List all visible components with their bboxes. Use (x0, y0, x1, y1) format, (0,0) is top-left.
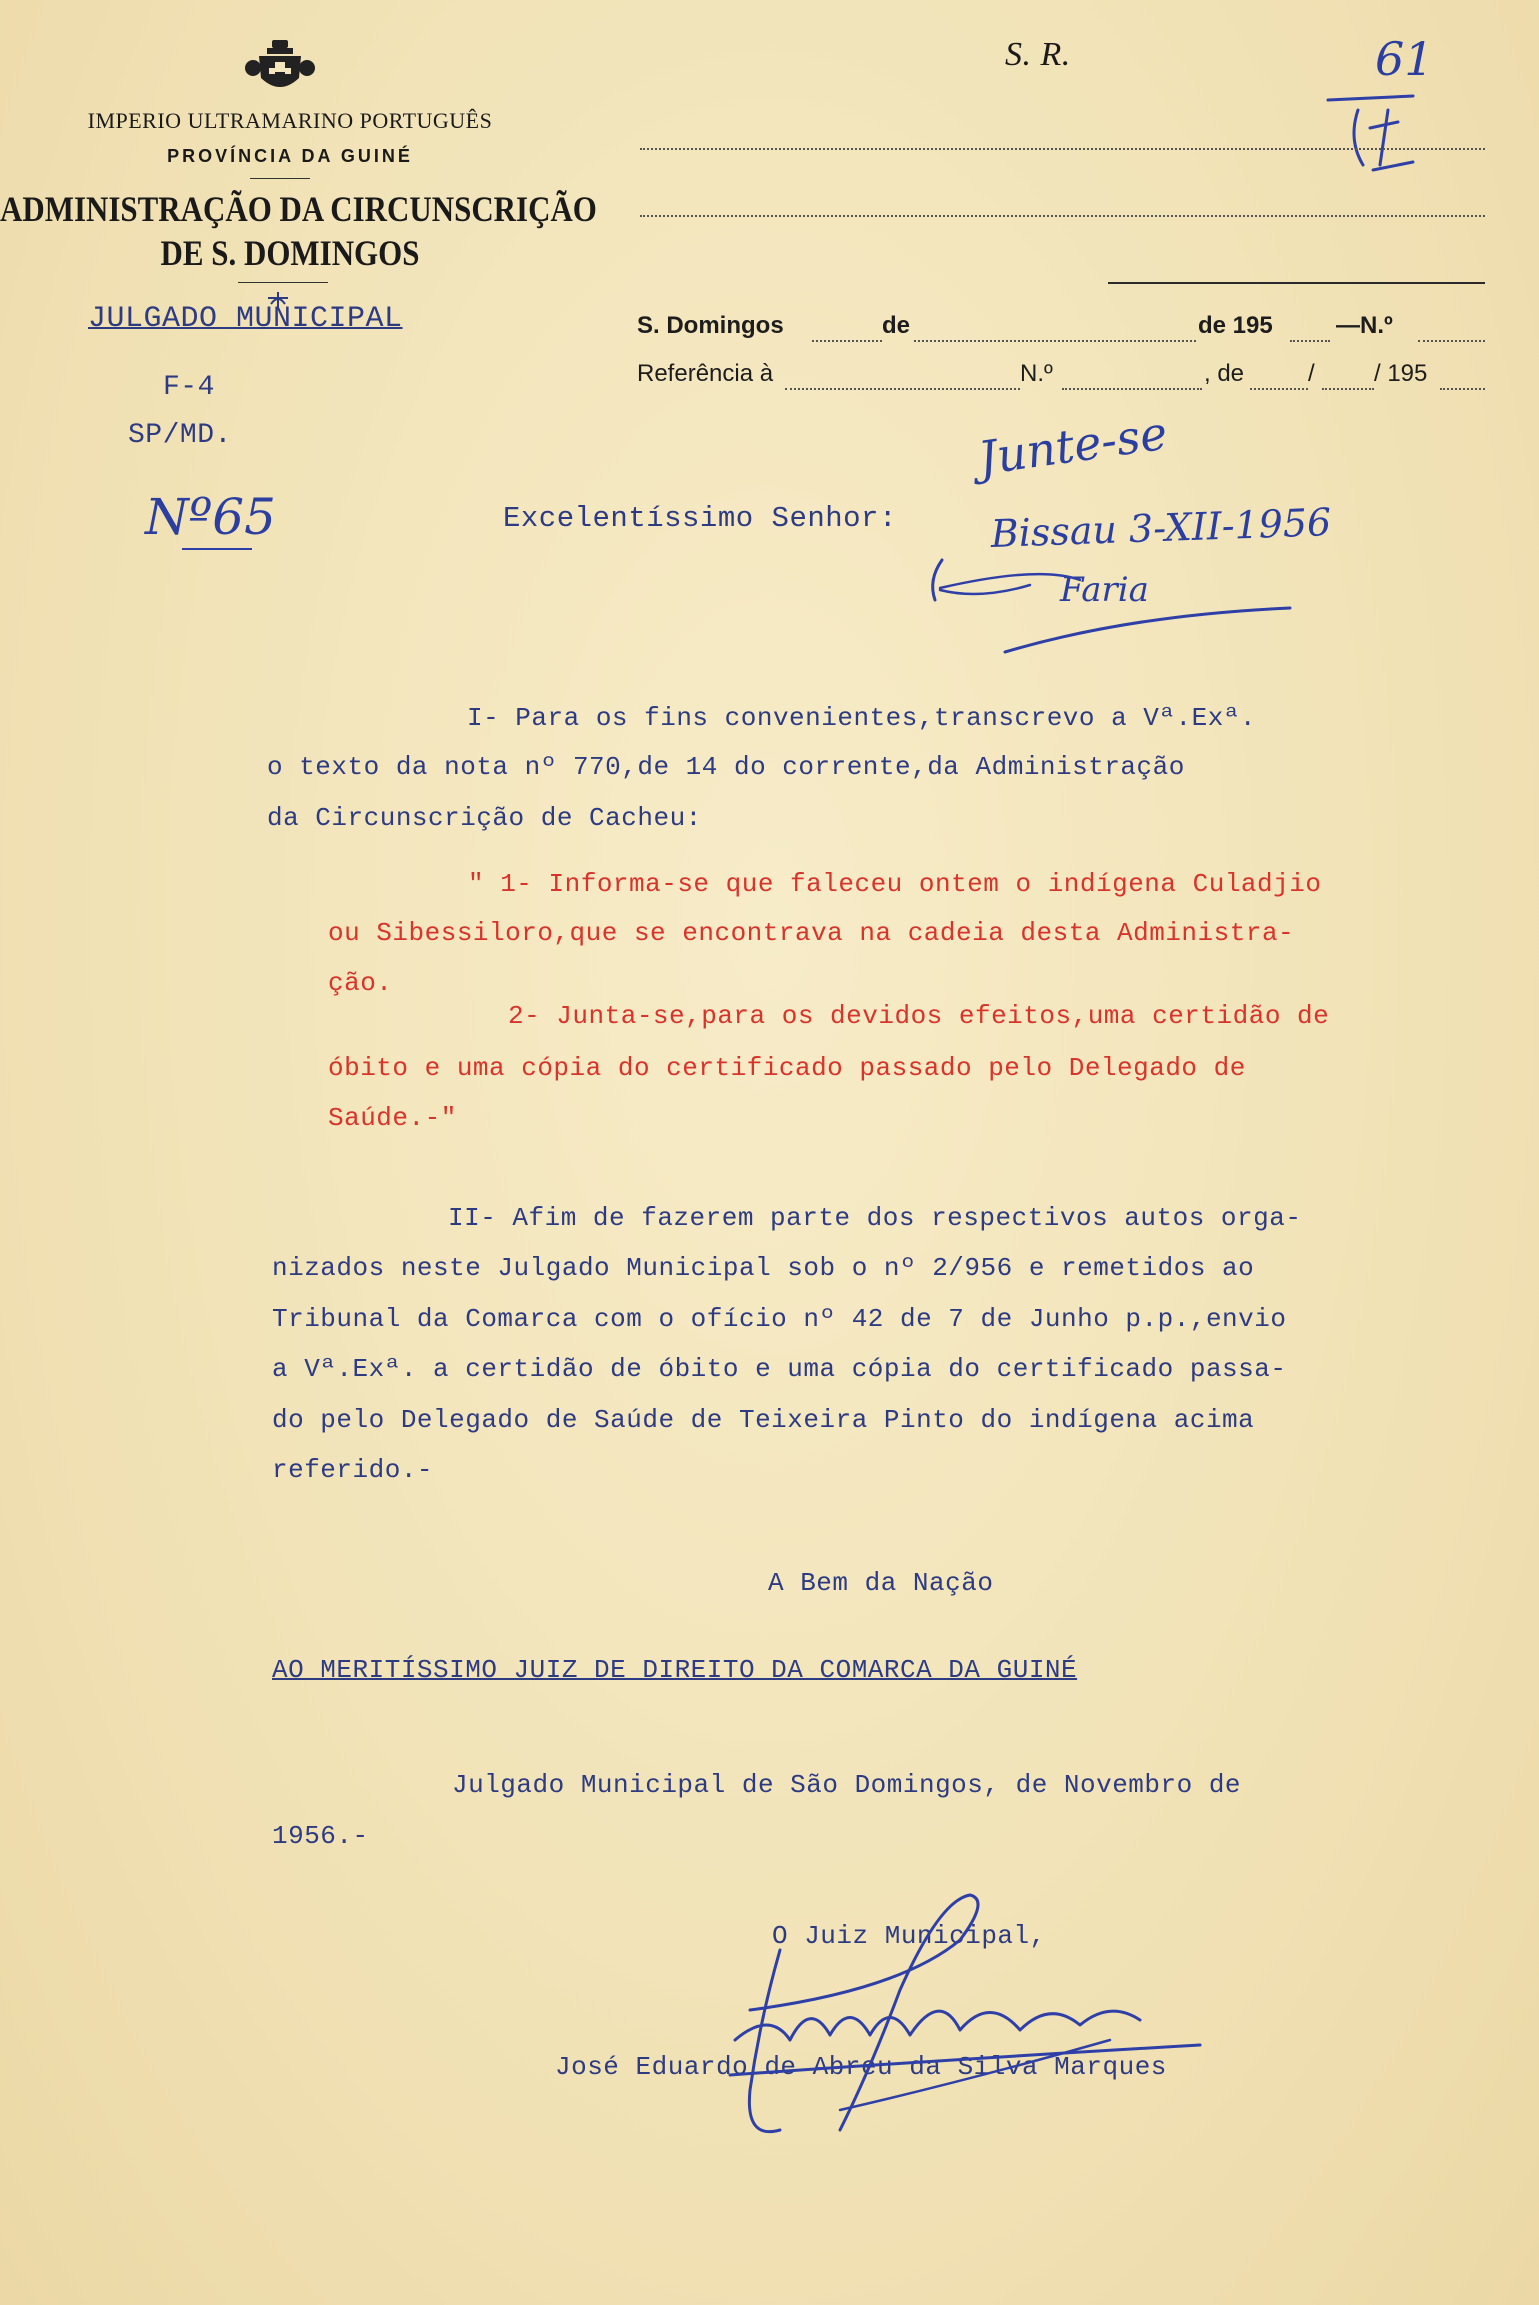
form-ref-number-label: N.º (1020, 360, 1053, 387)
date-line-2: 1956.- (272, 1821, 369, 1851)
motto: A Bem da Nação (768, 1568, 994, 1598)
paragraph-2-line-4: a Vª.Exª. a certidão de óbito e uma cópia do certificado passa- (272, 1354, 1287, 1384)
paragraph-2-line-3: Tribunal da Comarca com o ofício nº 42 de 7 de Junho p.p.,envio (272, 1304, 1287, 1334)
form-number-label: —N.º (1336, 312, 1393, 339)
addressee: AO MERITÍSSIMO JUIZ DE DIREITO DA COMARCA DA GUINÉ (272, 1655, 1078, 1685)
province-heading: PROVÍNCIA DA GUINÉ (167, 146, 413, 166)
form-ref-de: , de (1204, 360, 1245, 387)
header-divider (250, 178, 310, 179)
annotation-line-3: Faria (1060, 570, 1149, 610)
folio-handwritten-mark (1390, 120, 1392, 121)
annotation-line-1: Junte-se (975, 405, 1171, 486)
reference-code-2: SP/MD. (128, 420, 232, 451)
quote-line-5: óbito e uma cópia do certificado passado pelo Delegado de (328, 1053, 1246, 1083)
paragraph-2-line-1: II- Afim de fazerem parte dos respectivos autos orga- (448, 1203, 1302, 1233)
form-ref-number-field (1062, 388, 1202, 390)
quote-line-2: ou Sibessiloro,que se encontrava na cadeia desta Administra- (328, 918, 1295, 948)
address-line-3 (1108, 282, 1485, 284)
form-year-field (1290, 340, 1330, 342)
form-reference-field (785, 388, 1020, 390)
annotation-line-2: Bissau 3-XII-1956 (990, 500, 1332, 556)
form-reference-label: Referência à (637, 360, 774, 387)
form-ref-year: / 195 (1374, 360, 1428, 387)
handwritten-number: Nº65 (145, 488, 276, 546)
form-de-1: de (882, 312, 911, 339)
office-stamp: JULGADO MUNICIPAL (88, 302, 403, 336)
signer-title: O Juiz Municipal, (772, 1921, 1046, 1951)
quote-line-4: 2- Junta-se,para os devidos efeitos,uma certidão de (508, 1001, 1330, 1031)
form-ref-month-field (1322, 388, 1374, 390)
form-month-field (914, 340, 1196, 342)
form-place: S. Domingos (637, 312, 784, 339)
paragraph-2-line-2: nizados neste Julgado Municipal sob o nº 2/956 e remetidos ao (272, 1253, 1255, 1283)
salutation: Excelentíssimo Senhor: (503, 502, 897, 535)
form-day-field (812, 340, 882, 342)
quote-line-3: ção. (328, 968, 393, 998)
administration-heading: ADMINISTRAÇÃO DA CIRCUNSCRIÇÃO (0, 189, 597, 229)
form-number-field (1418, 340, 1485, 342)
paragraph-1-line-1: I- Para os fins convenientes,transcrevo a Vª.Exª. (467, 703, 1257, 733)
series-label: S. R. (1005, 36, 1071, 73)
administration-subheading: DE S. DOMINGOS (160, 233, 420, 273)
form-ref-day-field (1250, 388, 1308, 390)
paragraph-1-line-3: da Circunscrição de Cacheu: (267, 803, 702, 833)
signer-name: José Eduardo de Abreu da Silva Marques (555, 2052, 1167, 2082)
paragraph-2-line-6: referido.- (272, 1455, 434, 1485)
reference-code-1: F-4 (163, 372, 215, 403)
coat-of-arms-icon (245, 38, 315, 100)
quote-line-6: Saúde.-" (328, 1103, 457, 1133)
paragraph-1-line-2: o texto da nota nº 770,de 14 do corrente,da Administração (267, 752, 1185, 782)
form-ref-year-field (1440, 388, 1485, 390)
paragraph-2-line-5: do pelo Delegado de Saúde de Teixeira Pinto do indígena acima (272, 1405, 1255, 1435)
date-line-1: Julgado Municipal de São Domingos, de Novembro de (452, 1770, 1242, 1800)
signature-icon (640, 1880, 1260, 2180)
address-line-2 (640, 215, 1485, 217)
folio-number: 61 (1375, 32, 1434, 86)
quote-line-1: " 1- Informa-se que faleceu ontem o indígena Culadjio (468, 869, 1322, 899)
empire-heading: IMPERIO ULTRAMARINO PORTUGUÊS (87, 108, 493, 133)
header-divider-2 (238, 282, 328, 283)
form-ref-slash: / (1308, 360, 1315, 387)
folio-mark-icon (1318, 70, 1428, 180)
address-line-1 (640, 148, 1485, 150)
annotation-strokes-icon (920, 440, 1320, 660)
form-de-year: de 195 (1198, 312, 1273, 339)
number-underline (182, 548, 252, 550)
